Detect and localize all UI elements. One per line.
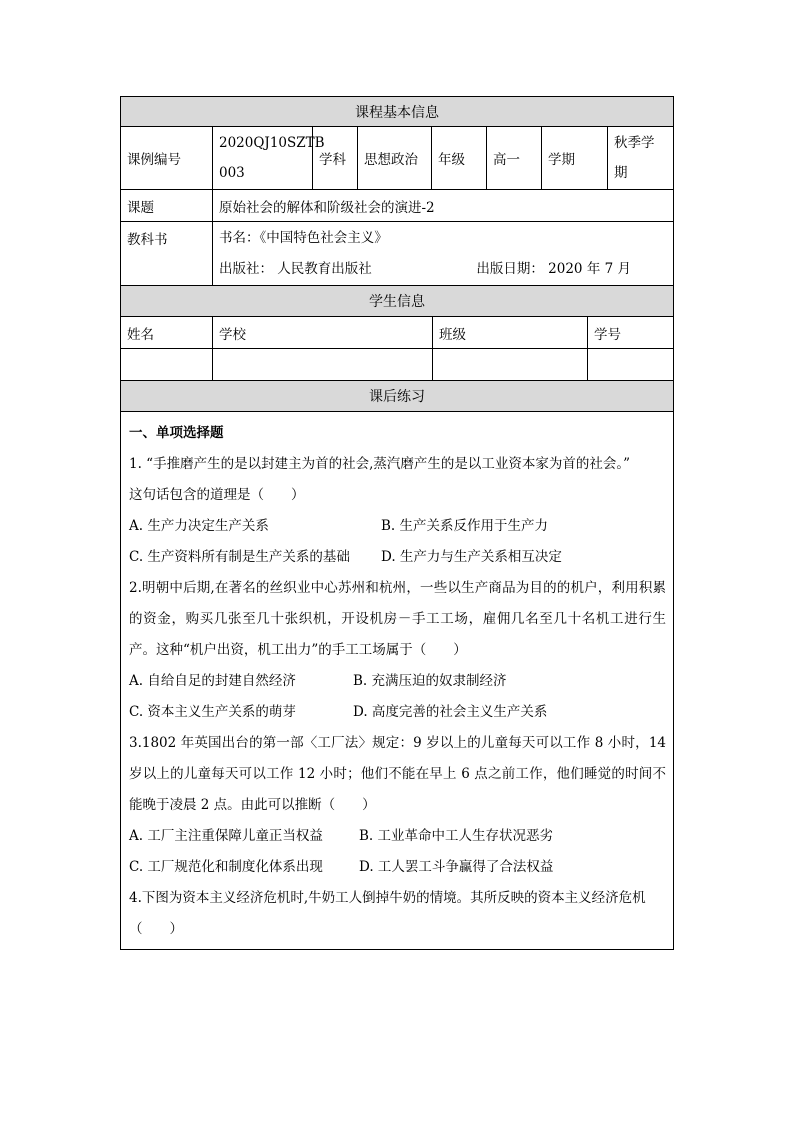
school-label: 学校: [213, 317, 433, 348]
q1-option-c[interactable]: C. 生产资料所有制是生产关系的基础: [129, 549, 350, 565]
textbook-row: [120, 222, 674, 286]
q1-options-ab: [129, 511, 666, 542]
q1-option-d[interactable]: D. 生产力与生产关系相互决定: [381, 549, 562, 565]
term-value-line2: 期: [614, 165, 628, 181]
name-value[interactable]: [121, 349, 213, 380]
q2-options-cd: [129, 697, 666, 728]
q3-option-c[interactable]: C. 工厂规范化和制度化体系出现: [129, 859, 323, 875]
q1-option-a[interactable]: A. 生产力决定生产关系: [129, 518, 269, 534]
class-label: 班级: [433, 317, 588, 348]
topic-row: [120, 190, 674, 222]
exercises-body: [120, 412, 674, 950]
q4-stem-line1: 4.下图为资本主义经济危机时,牛奶工人倒掉牛奶的情境。其所反映的资本主义经济危机: [129, 890, 646, 906]
grade-value: 高一: [487, 127, 542, 189]
section-title: 一、单项选择题: [129, 425, 224, 441]
q3-option-a[interactable]: A. 工厂主注重保障儿童正当权益: [129, 828, 323, 844]
q3-option-d[interactable]: D. 工人罢工斗争赢得了合法权益: [359, 859, 554, 875]
name-label: 姓名: [121, 317, 213, 348]
code-value-line2: 003: [219, 165, 245, 181]
q2-stem: 2.明朝中后期,在著名的丝织业中心苏州和杭州，一些以生产商品为目的的机户，利用积累的资金，购买几张至几十张织机，开设机房－手工工场，雇佣几名至几十名机工进行生产。这种“机户出资，机工出力”的手工工场属于（ ）: [129, 580, 666, 658]
subject-label: 学科: [313, 127, 358, 189]
class-value[interactable]: [433, 349, 588, 380]
q4-stem-line2: （ ）: [129, 921, 183, 937]
term-value-line1: 秋季学: [614, 135, 655, 151]
q1-stem-line1: 1. “手推磨产生的是以封建主为首的社会,蒸汽磨产生的是以工业资本家为首的社会。”: [129, 456, 631, 472]
publish-date: 出版日期： 2020 年 7 月: [476, 260, 631, 277]
code-value-line1: 2020QJ10SZTB: [219, 135, 325, 151]
q3-options-cd: [129, 852, 666, 883]
topic-value: 原始社会的解体和阶级社会的演进-2: [219, 199, 435, 216]
q2-option-d[interactable]: D. 高度完善的社会主义生产关系: [353, 704, 548, 720]
topic-label: 课题: [121, 190, 213, 221]
q2-options-ab: [129, 666, 666, 697]
q1-option-b[interactable]: B. 生产关系反作用于生产力: [381, 518, 549, 534]
student-id-value[interactable]: [588, 349, 673, 380]
q1-options-cd: [129, 542, 666, 573]
q3-option-b[interactable]: B. 工业革命中工人生存状况恶劣: [359, 828, 554, 844]
code-value: [213, 127, 325, 189]
book-name: 书名：《中国特色社会主义》: [219, 229, 388, 246]
q3-options-ab: [129, 821, 666, 852]
subject-value: 思想政治: [358, 127, 432, 189]
publisher: 出版社： 人民教育出版社: [219, 260, 372, 277]
student-values-row: [120, 349, 674, 381]
student-info-header: 学生信息: [120, 286, 674, 317]
term-label: 学期: [542, 127, 608, 189]
student-labels-row: [120, 317, 674, 349]
publisher-line: [219, 254, 667, 285]
textbook-label: 教科书: [121, 222, 213, 285]
q2-option-c[interactable]: C. 资本主义生产关系的萌芽: [129, 704, 296, 720]
q2-option-b[interactable]: B. 充满压迫的奴隶制经济: [353, 673, 507, 689]
q2-option-a[interactable]: A. 自给自足的封建自然经济: [129, 673, 296, 689]
exercises-header: 课后练习: [120, 381, 674, 412]
q3-stem: 3.1802 年英国出台的第一部〈工厂法〉规定：9 岁以上的儿童每天可以工作 8 小时，14 岁以上的儿童每天可以工作 12 小时；他们不能在早上 6 点之前工作，他们睡觉的时间不能晚于凌晨 2 点。由此可以推断（ ）: [129, 735, 666, 813]
course-code-row: [120, 127, 674, 190]
term-value: [608, 127, 673, 189]
grade-label: 年级: [432, 127, 487, 189]
textbook-info: [213, 222, 673, 285]
worksheet-table: [120, 96, 674, 950]
school-value[interactable]: [213, 349, 433, 380]
course-info-header: 课程基本信息: [120, 96, 674, 127]
code-label: 课例编号: [121, 127, 213, 189]
q1-stem-line2: 这句话包含的道理是（ ）: [129, 487, 305, 503]
student-id-label: 学号: [594, 326, 621, 343]
